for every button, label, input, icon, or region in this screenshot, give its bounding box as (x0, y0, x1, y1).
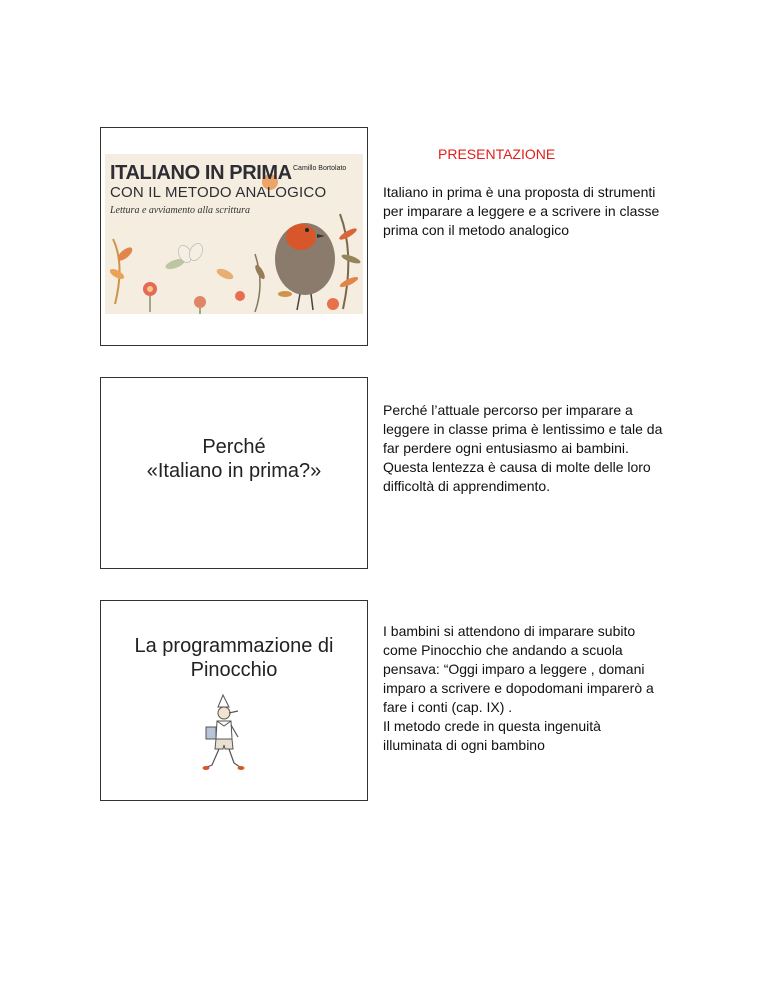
pinocchio-illustration (198, 693, 250, 783)
notes-line: leggere in classe prima è lentissimo e tale da (383, 421, 663, 437)
slide-1 (100, 127, 368, 346)
notes-line: difficoltà di apprendimento. (383, 478, 551, 494)
book-cover-image (105, 154, 363, 314)
slide-2-line-2: «Italiano in prima?» (146, 460, 322, 482)
notes-line: imparo a scrivere e dopodomani imparerò a (383, 680, 654, 696)
notes-line: I bambini si attendono di imparare subito (383, 623, 636, 639)
cover-title: ITALIANO IN PRIMA (110, 162, 292, 184)
section-title: PRESENTAZIONE (438, 146, 556, 162)
notes-line: pensava: “Oggi imparo a leggere , domani (383, 661, 645, 677)
notes-line: Perché l’attuale percorso per imparare a (383, 402, 633, 418)
notes-line: per imparare a leggere e a scrivere in classe (383, 203, 660, 219)
notes-line: Questa lentezza è causa di molte delle loro (383, 459, 651, 475)
notes-line: illuminata di ogni bambino (383, 737, 545, 753)
notes-2 (383, 401, 713, 496)
notes-line: fare i conti (cap. IX) . (383, 699, 513, 715)
slide-2-heading (101, 435, 367, 483)
notes-1 (383, 183, 713, 240)
slide-3-heading (101, 634, 367, 682)
slide-2 (100, 377, 368, 569)
notes-line: far perdere ogni entusiasmo ai bambini. (383, 440, 629, 456)
slide-3 (100, 600, 368, 801)
slide-3-line-1: La programmazione di (134, 635, 334, 657)
slide-3-line-2: Pinocchio (190, 659, 278, 681)
cover-tagline: Lettura e avviamento alla scrittura (110, 205, 250, 216)
cover-subtitle: CON IL METODO ANALOGICO (110, 184, 327, 201)
notes-line: Italiano in prima è una proposta di strumenti (383, 184, 656, 200)
slide-2-line-1: Perché (202, 436, 266, 458)
notes-3 (383, 622, 713, 755)
notes-line: Il metodo crede in questa ingenuità (383, 718, 601, 734)
cover-author: Camillo Bortolato (293, 165, 347, 172)
notes-line: come Pinocchio che andando a scuola (383, 642, 623, 658)
notes-line: prima con il metodo analogico (383, 222, 569, 238)
